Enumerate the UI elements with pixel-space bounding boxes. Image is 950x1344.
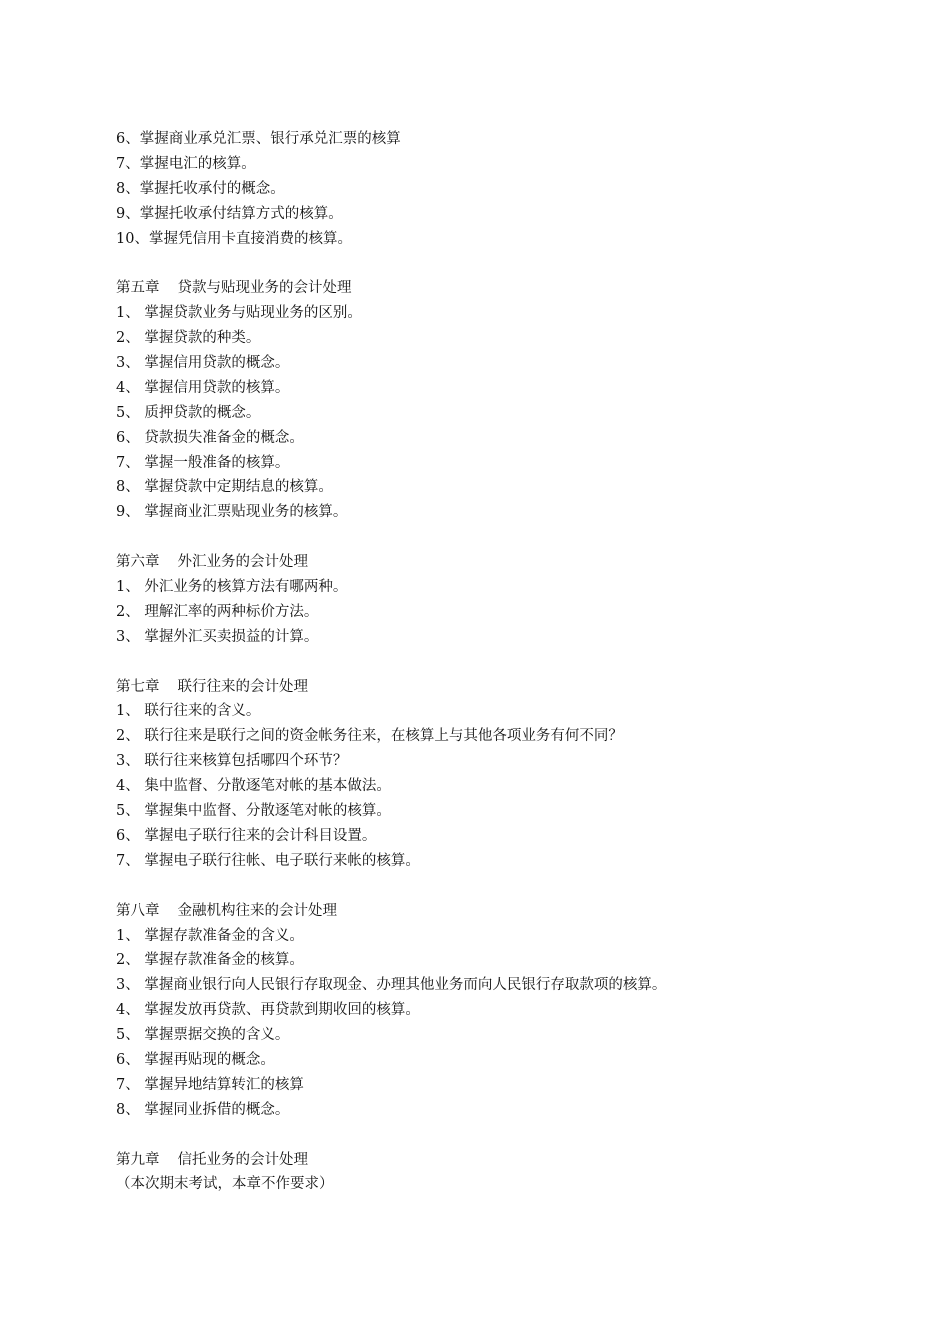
list-item: 4、 掌握信用贷款的核算。 [116,379,290,396]
list-item: 9、 掌握商业汇票贴现业务的核算。 [116,504,348,521]
chapter-title: 金融机构往来的会计处理 [177,902,337,919]
list-item: 1、 掌握贷款业务与贴现业务的区别。 [116,305,362,322]
list-item: 1、 联行往来的含义。 [116,703,261,720]
list-item: 5、 掌握票据交换的含义。 [116,1027,290,1044]
list-item: 10、掌握凭信用卡直接消费的核算。 [116,230,352,247]
list-item: 4、 集中监督、分散逐笔对帐的基本做法。 [116,778,391,795]
chapter-title: 贷款与贴现业务的会计处理 [177,280,352,297]
chapter-note: （本次期末考试，本章不作要求） [116,1176,334,1193]
chapter-6 [116,550,916,650]
list-item: 8、 掌握贷款中定期结息的核算。 [116,479,333,496]
spacer [116,525,916,550]
list-item: 2、 掌握贷款的种类。 [116,330,261,347]
chapter-number: 第五章 [116,280,160,297]
list-item: 5、 掌握集中监督、分散逐笔对帐的核算。 [116,803,391,820]
list-item: 1、 掌握存款准备金的含义。 [116,927,304,944]
chapter-number: 第九章 [116,1151,160,1168]
list-item: 7、 掌握一般准备的核算。 [116,454,290,471]
chapter-number: 第七章 [116,678,160,695]
chapter-title: 信托业务的会计处理 [177,1151,308,1168]
chapter-title: 外汇业务的会计处理 [177,554,308,571]
list-item: 8、 掌握同业拆借的概念。 [116,1101,290,1118]
chapter-heading [116,1148,916,1173]
list-item: 4、 掌握发放再贷款、再贷款到期收回的核算。 [116,1002,420,1019]
list-item: 5、 质押贷款的概念。 [116,404,261,421]
spacer [116,650,916,675]
chapter-8 [116,899,916,1123]
chapter-5 [116,276,916,525]
chapter-heading [116,899,916,924]
chapter-number: 第六章 [116,554,160,571]
chapter-heading [116,550,916,575]
chapter-heading [116,675,916,700]
list-item: 3、 掌握信用贷款的概念。 [116,355,290,372]
list-item: 3、 掌握外汇买卖损益的计算。 [116,628,319,645]
chapter-title: 联行往来的会计处理 [177,678,308,695]
list-item: 9、掌握托收承付结算方式的核算。 [116,205,343,222]
spacer [116,874,916,899]
list-item: 7、 掌握异地结算转汇的核算 [116,1076,304,1093]
chapter-heading [116,276,916,301]
chapter-9 [116,1148,916,1198]
list-item: 6、 掌握电子联行往来的会计科目设置。 [116,827,377,844]
spacer [116,251,916,276]
chapter-number: 第八章 [116,902,160,919]
list-item: 2、 联行往来是联行之间的资金帐务往来，在核算上与其他各项业务有何不同？ [116,728,623,745]
list-item: 1、 外汇业务的核算方法有哪两种。 [116,579,348,596]
continuation-list [116,127,916,251]
spacer [116,1123,916,1148]
list-item: 6、 贷款损失准备金的概念。 [116,429,304,446]
list-item: 3、 联行往来核算包括哪四个环节？ [116,753,348,770]
list-item: 6、 掌握再贴现的概念。 [116,1051,275,1068]
list-item: 8、掌握托收承付的概念。 [116,180,285,197]
document-page [116,127,916,1197]
list-item: 6、掌握商业承兑汇票、银行承兑汇票的核算 [116,131,401,147]
list-item: 7、掌握电汇的核算。 [116,155,256,172]
list-item: 7、 掌握电子联行往帐、电子联行来帐的核算。 [116,852,420,869]
list-item: 3、 掌握商业银行向人民银行存取现金、办理其他业务而向人民银行存取款项的核算。 [116,977,667,994]
list-item: 2、 掌握存款准备金的核算。 [116,952,304,969]
list-item: 2、 理解汇率的两种标价方法。 [116,603,319,620]
chapter-7 [116,675,916,874]
